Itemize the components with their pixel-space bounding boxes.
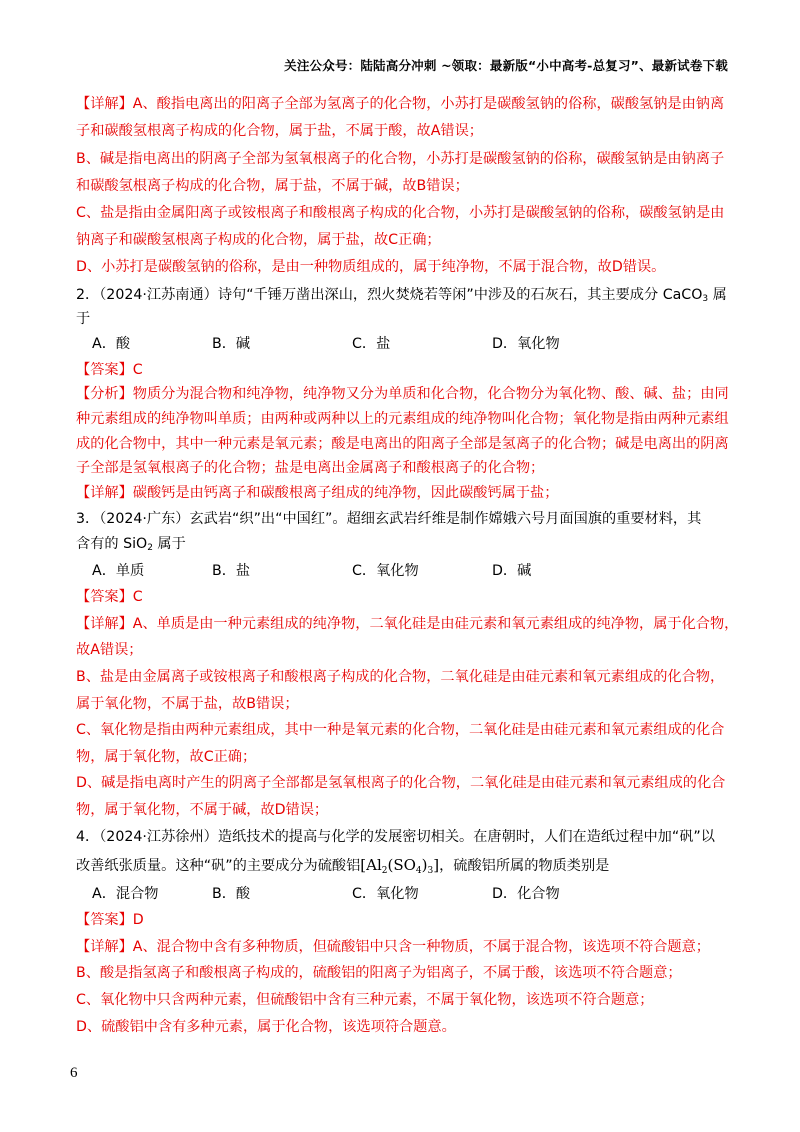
q3-detail-line3: B、盐是由金属离子或铵根离子和酸根离子构成的化合物，二氧化硅是由硅元素和氧元素组成的化合物， — [76, 669, 725, 685]
q2-stem-line2: 于 — [76, 311, 91, 327]
q4-stem-line2: 改善纸张质量。这种“矾”的主要成分为硫酸铝$[Al_2(SO_4)_3]$，硫酸铝所属的物质类别是 — [76, 856, 610, 876]
q1-detail-d-line1: D、小苏打是碳酸氢钠的俗称，是由一种物质组成的，属于纯净物，不属于混合物，故D错误。 — [76, 259, 666, 275]
q3-stem-line2: 含有的 SiO$_2$ 属于 — [76, 536, 186, 553]
q1-detail-a-line2: 子和碳酸氢根离子构成的化合物，属于盐，不属于酸，故A错误； — [76, 123, 483, 139]
q4-option-b: B．酸 — [212, 886, 251, 902]
q3-detail-line7: D、碱是指电离时产生的阴离子全部都是氢氧根离子的化合物，二氧化硅是由硅元素和氧元素组成的化合 — [76, 775, 726, 791]
q4-detail-line2: B、酸是指氢离子和酸根离子构成的，硫酸铝的阳离子为铝离子，不属于酸，该选项不符合题意； — [76, 965, 682, 981]
q3-detail-line8: 物，属于氧化物，不属于碱，故D错误； — [76, 802, 329, 818]
q3-answer: 【答案】C — [76, 589, 143, 605]
q1-detail-a-line1: 【详解】A、酸指电离出的阳离子全部为氢离子的化合物，小苏打是碳酸氢钠的俗称，碳酸氢钠是由钠离 — [76, 96, 725, 112]
q2-option-d: D．氧化物 — [492, 336, 560, 352]
page-number: 6 — [70, 1065, 78, 1081]
q4-detail-line4: D、硫酸铝中含有多种元素，属于化合物，该选项符合题意。 — [76, 1019, 456, 1035]
q1-detail-b-line1: B、碱是指电离出的阴离子全部为氢氧根离子的化合物，小苏打是碳酸氢钠的俗称，碳酸氢钠是由钠离子 — [76, 151, 725, 167]
q3-option-a: A．单质 — [92, 563, 145, 579]
page-header: 关注公众号：陆陆高分冲刺 ~领取：最新版“小中高考-总复习”、最新试卷下载 — [284, 58, 728, 73]
q4-detail-line3: C、氧化物中只含两种元素，但硫酸铝中含有三种元素，不属于氧化物，该选项不符合题意； — [76, 992, 654, 1008]
q4-option-a: A．混合物 — [92, 886, 159, 902]
q1-detail-c-line2: 钠离子和碳酸氢根离子构成的化合物，属于盐，故C正确； — [76, 232, 441, 248]
q2-analysis-line3: 成的化合物中，其中一种元素是氧元素；酸是电离出的阳离子全部是氢离子的化合物；碱是电离出的阴离 — [76, 436, 729, 452]
q4-option-d: D．化合物 — [492, 886, 560, 902]
q3-option-d: D．碱 — [492, 563, 532, 579]
q2-stem-line1: 2．（2024·江苏南通）诗句“千锤万凿出深山，烈火焚烧若等闲”中涉及的石灰石，其主要成分 CaCO$_3$ 属 — [76, 287, 727, 304]
q3-option-b: B．盐 — [212, 563, 251, 579]
q3-stem-line1: 3．（2024·广东）玄武岩“织”出“中国红”。超细玄武岩纤维是制作嫦娥六号月面国旗的重要材料，其 — [76, 511, 702, 527]
q2-option-a: A．酸 — [92, 336, 131, 352]
q4-option-c: C．氧化物 — [352, 886, 419, 902]
q2-analysis-line4: 子全部是氢氧根离子的化合物；盐是电离出金属离子和酸根离子的化合物； — [76, 460, 545, 476]
q3-option-c: C．氧化物 — [352, 563, 419, 579]
q2-detail: 【详解】碳酸钙是由钙离子和碳酸根离子组成的纯净物，因此碳酸钙属于盐； — [76, 485, 559, 501]
q4-answer: 【答案】D — [76, 912, 144, 928]
q1-detail-b-line2: 和碳酸氢根离子构成的化合物，属于盐，不属于碱，故B错误； — [76, 178, 469, 194]
q3-detail-line6: 物，属于氧化物，故C正确； — [76, 749, 257, 765]
q3-detail-line1: 【详解】A、单质是由一种元素组成的纯净物，二氧化硅是由硅元素和氧元素组成的纯净物，属于化合物， — [76, 616, 739, 632]
q4-stem-line1: 4．（2024·江苏徐州）造纸技术的提高与化学的发展密切相关。在唐朝时，人们在造纸过程中加“矾”以 — [76, 829, 715, 845]
q3-detail-line2: 故A错误； — [76, 642, 143, 658]
q2-option-c: C．盐 — [352, 336, 391, 352]
q4-detail-line1: 【详解】A、混合物中含有多种物质，但硫酸铝中只含一种物质，不属于混合物，该选项不符合题意； — [76, 939, 710, 955]
q2-analysis-line1: 【分析】物质分为混合物和纯净物，纯净物又分为单质和化合物，化合物分为氧化物、酸、碱、盐；由同 — [76, 386, 729, 402]
q2-answer: 【答案】C — [76, 362, 143, 378]
aluminum-sulfate-formula: $[Al_2(SO_4)_3]$ — [360, 856, 440, 876]
q2-option-b: B．碱 — [212, 336, 251, 352]
q2-analysis-line2: 种元素组成的纯净物叫单质；由两种或两种以上的元素组成的纯净物叫化合物；氧化物是指由两种元素组 — [76, 411, 729, 427]
q3-detail-line5: C、氧化物是指由两种元素组成，其中一种是氧元素的化合物，二氧化硅是由硅元素和氧元素组成的化合 — [76, 722, 725, 738]
q3-detail-line4: 属于氧化物，不属于盐，故B错误； — [76, 696, 299, 712]
q1-detail-c-line1: C、盐是指由金属阳离子或铵根离子和酸根离子构成的化合物，小苏打是碳酸氢钠的俗称，碳酸氢钠是由 — [76, 205, 725, 221]
